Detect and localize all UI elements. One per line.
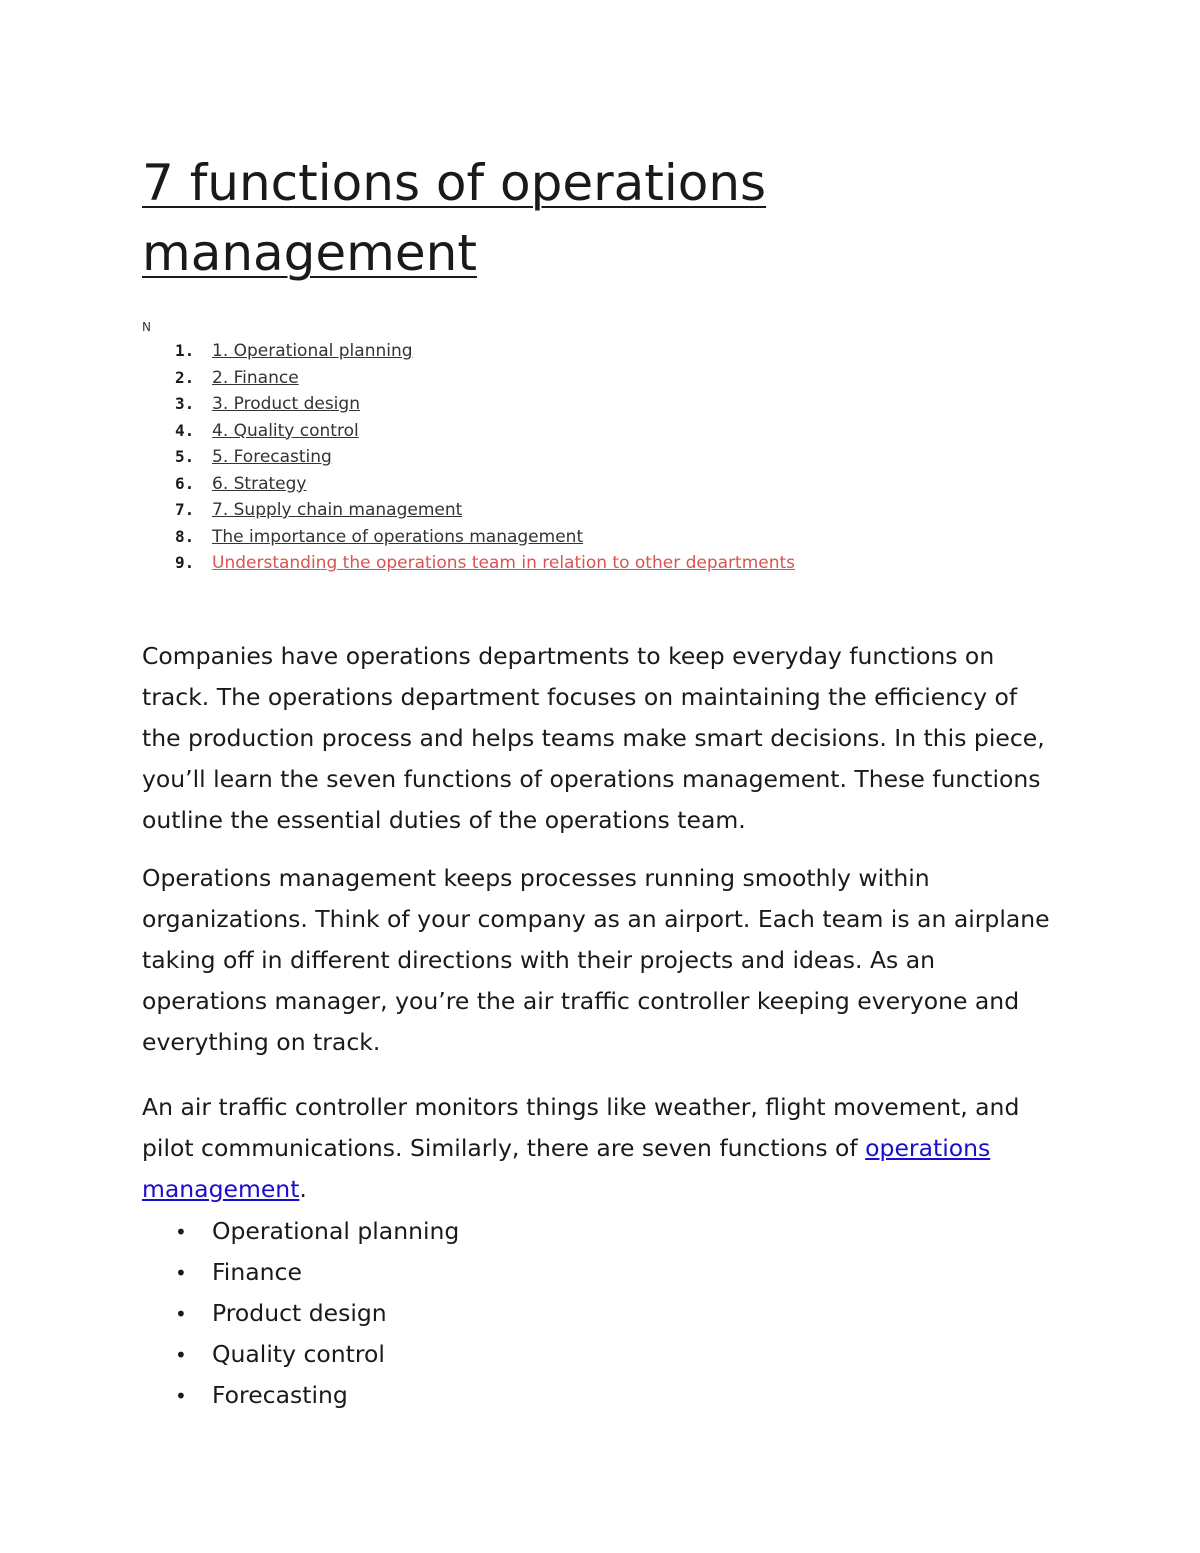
toc-marker: N bbox=[142, 320, 151, 334]
paragraph-intro bbox=[142, 636, 1062, 841]
list-item bbox=[142, 1334, 459, 1375]
page-title bbox=[142, 148, 1042, 288]
text-line: Operations management keeps processes running smoothly within bbox=[142, 864, 930, 892]
list-item-label: Forecasting bbox=[212, 1381, 348, 1409]
list-item-label: Finance bbox=[212, 1258, 302, 1286]
toc-item bbox=[142, 338, 795, 365]
list-item bbox=[142, 1293, 459, 1334]
bullet-icon: • bbox=[175, 1384, 187, 1408]
toc-link-supply-chain[interactable]: 7. Supply chain management bbox=[212, 500, 463, 520]
toc-item bbox=[142, 391, 795, 418]
toc-item bbox=[142, 550, 795, 577]
toc-link-product-design[interactable]: 3. Product design bbox=[212, 394, 360, 414]
text-line: operations manager, you’re the air traffic controller keeping everyone and bbox=[142, 987, 1020, 1015]
sentence-end: . bbox=[299, 1175, 307, 1203]
list-item bbox=[142, 1252, 459, 1293]
list-item-label: Quality control bbox=[212, 1340, 385, 1368]
list-item bbox=[142, 1375, 459, 1416]
list-item bbox=[142, 1211, 459, 1252]
toc-item bbox=[142, 418, 795, 445]
toc-number: 2. bbox=[175, 367, 195, 387]
list-item-label: Operational planning bbox=[212, 1217, 460, 1245]
toc-number: 3. bbox=[175, 394, 195, 413]
bullet-icon: • bbox=[175, 1220, 187, 1244]
toc-link-understanding-team[interactable]: Understanding the operations team in relation to other departments bbox=[212, 553, 796, 573]
toc-link-operational-planning[interactable]: 1. Operational planning bbox=[212, 341, 413, 361]
title-line-2: management bbox=[142, 224, 477, 282]
text-line: pilot communications. Similarly, there are seven functions of bbox=[142, 1134, 866, 1162]
text-line: Companies have operations departments to keep everyday functions on bbox=[142, 642, 995, 670]
toc-link-importance[interactable]: The importance of operations management bbox=[212, 526, 584, 547]
list-item-label: Product design bbox=[212, 1299, 387, 1327]
toc-item bbox=[142, 365, 795, 392]
bullet-icon: • bbox=[175, 1261, 187, 1285]
toc-item bbox=[142, 444, 795, 471]
text-line: the production process and helps teams make smart decisions. In this piece, bbox=[142, 724, 1045, 752]
toc-item bbox=[142, 524, 795, 551]
toc-number: 1. bbox=[175, 341, 195, 360]
toc-item bbox=[142, 497, 795, 524]
paragraph-airport-analogy bbox=[142, 858, 1062, 1063]
toc-number: 9. bbox=[175, 553, 195, 572]
toc-number: 6. bbox=[175, 473, 195, 493]
table-of-contents bbox=[142, 338, 795, 577]
text-line: organizations. Think of your company as an airport. Each team is an airplane bbox=[142, 905, 1050, 933]
toc-number: 5. bbox=[175, 447, 195, 466]
toc-number: 8. bbox=[175, 526, 195, 546]
bullet-icon: • bbox=[175, 1302, 187, 1326]
toc-item bbox=[142, 471, 795, 498]
text-line: taking off in different directions with their projects and ideas. As an bbox=[142, 946, 936, 974]
title-line-1: 7 functions of operations bbox=[142, 154, 767, 212]
toc-link-strategy[interactable]: 6. Strategy bbox=[212, 473, 307, 494]
toc-link-quality-control[interactable]: 4. Quality control bbox=[212, 420, 359, 441]
text-line: An air traffic controller monitors things like weather, flight movement, and bbox=[142, 1093, 1020, 1121]
toc-link-finance[interactable]: 2. Finance bbox=[212, 367, 299, 388]
operations-management-link-cont[interactable]: management bbox=[142, 1175, 300, 1203]
text-line: everything on track. bbox=[142, 1028, 381, 1056]
toc-number: 4. bbox=[175, 420, 195, 440]
operations-management-link[interactable]: operations bbox=[865, 1134, 991, 1162]
paragraph-air-traffic bbox=[142, 1087, 1062, 1210]
functions-bullet-list bbox=[142, 1211, 459, 1416]
text-line: outline the essential duties of the operations team. bbox=[142, 806, 746, 834]
toc-link-forecasting[interactable]: 5. Forecasting bbox=[212, 447, 332, 467]
text-line: track. The operations department focuses on maintaining the efficiency of bbox=[142, 683, 1018, 711]
text-line: you’ll learn the seven functions of operations management. These functions bbox=[142, 765, 1041, 793]
bullet-icon: • bbox=[175, 1343, 187, 1367]
toc-number: 7. bbox=[175, 500, 195, 519]
